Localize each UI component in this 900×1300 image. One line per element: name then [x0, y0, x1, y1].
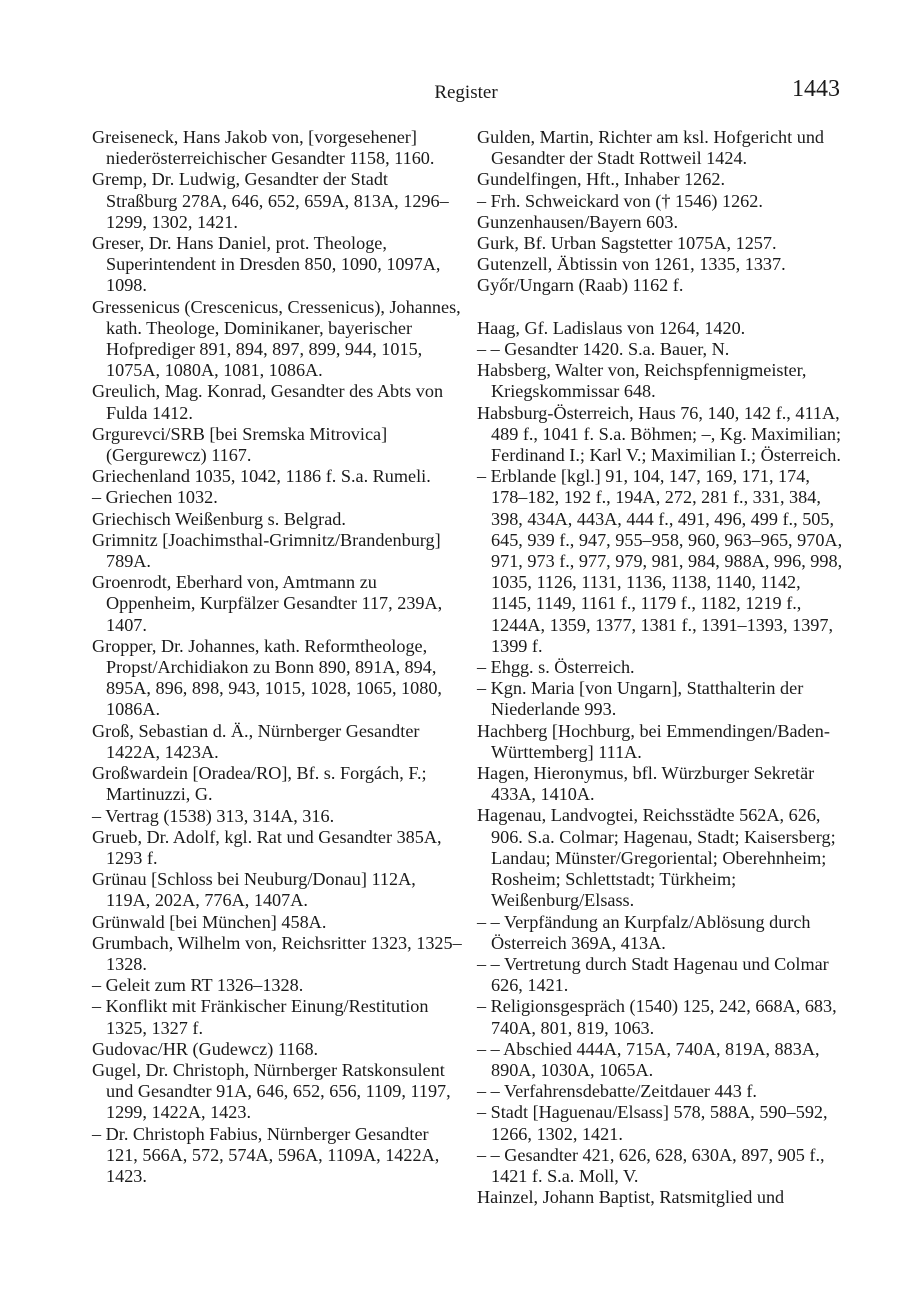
index-entry: Gremp, Dr. Ludwig, Gesandter der Stadt Straßburg 278A, 646, 652, 659A, 813A, 1296–1299, 1302, 1421. [92, 169, 449, 232]
index-entry: Grünau [Schloss bei Neuburg/Donau] 112A, 119A, 202A, 776A, 1407A. [92, 869, 416, 911]
index-entry: – Stadt [Haguenau/Elsass] 578, 588A, 590–592, 1266, 1302, 1421. [477, 1102, 828, 1144]
index-entry: Greser, Dr. Hans Daniel, prot. Theologe, Superintendent in Dresden 850, 1090, 1097A, 1098. [92, 233, 441, 296]
running-title: Register [434, 82, 498, 103]
index-entry: – Religionsgespräch (1540) 125, 242, 668A, 683, 740A, 801, 819, 1063. [477, 996, 837, 1038]
index-entry: – Geleit zum RT 1326–1328. [92, 975, 304, 996]
index-entry: Habsburg-Österreich, Haus 76, 140, 142 f., 411A, 489 f., 1041 f. S.a. Böhmen; –, Kg. Maximilian; Ferdinand I.; Karl V.; Maximilian I.; Österreich. [477, 402, 842, 466]
index-entry: Hagenau, Landvogtei, Reichsstädte 562A, 626, 906. S.a. Colmar; Hagenau, Stadt; Kaisersberg; Landau; Münster/Gregoriental; Oberehnheim; Rosheim; Schlettstadt; Türkheim; Weißenburg/Elsass. [477, 805, 836, 911]
index-entry: – Erblande [kgl.] 91, 104, 147, 169, 171, 174, 178–182, 192 f., 194A, 272, 281 f., 331, 384, 398, 434A, 443A, 444 f., 491, 496, 499 f., 505, 645, 939 f., 947, 955–958, 960, 963–965, 970A, 971, 973 f., 977, 979, 981, 984, 988A, 996, 998, 1035, 1126, 1131, 1136, 1138, 1140, 1142, 1145, 1149, 1161 f., 1179 f., 1182, 1219 f., 1244A, 1359, 1377, 1381 f., 1391–1393, 1397, 1399 f. [477, 466, 843, 656]
index-entry: Greiseneck, Hans Jakob von, [vorgesehener] niederösterreichischer Gesandter 1158, 1160. [92, 127, 435, 169]
index-entry: – – Verpfändung an Kurpfalz/Ablösung durch Österreich 369A, 413A. [477, 911, 811, 953]
index-entry: – – Gesandter 1420. S.a. Bauer, N. [477, 339, 730, 360]
index-entry: Gutenzell, Äbtissin von 1261, 1335, 1337. [477, 254, 786, 275]
index-entry: – – Gesandter 421, 626, 628, 630A, 897, 905 f., 1421 f. S.a. Moll, V. [477, 1144, 825, 1186]
index-entry: Habsberg, Walter von, Reichspfennigmeister, Kriegskommissar 648. [477, 360, 807, 402]
left-column [92, 127, 462, 1187]
index-entry: – Konflikt mit Fränkischer Einung/Restitution 1325, 1327 f. [92, 996, 429, 1038]
index-entry: Gropper, Dr. Johannes, kath. Reformtheologe, Propst/Archidiakon zu Bonn 890, 891A, 894, 895A, 896, 898, 943, 1015, 1028, 1065, 1080, 1086A. [92, 635, 442, 720]
index-entry: – Frh. Schweickard von († 1546) 1262. [477, 190, 763, 211]
index-entry: Griechisch Weißenburg s. Belgrad. [92, 508, 346, 529]
right-column [477, 127, 845, 1208]
letter-group-gap [477, 297, 845, 318]
index-entry: – Kgn. Maria [von Ungarn], Statthalterin der Niederlande 993. [477, 678, 804, 720]
index-entry: – Dr. Christoph Fabius, Nürnberger Gesandter 121, 566A, 572, 574A, 596A, 1109A, 1422A, 1423. [92, 1123, 440, 1186]
page-number: 1443 [792, 76, 840, 102]
running-head [92, 76, 840, 106]
index-entry: Hainzel, Johann Baptist, Ratsmitglied und [477, 1187, 785, 1208]
index-entry: Groenrodt, Eberhard von, Amtmann zu Oppenheim, Kurpfälzer Gesandter 117, 239A, 1407. [92, 572, 443, 635]
index-entry: – Griechen 1032. [92, 487, 218, 508]
index-entry: Griechenland 1035, 1042, 1186 f. S.a. Rumeli. [92, 466, 431, 487]
index-entry: Győr/Ungarn (Raab) 1162 f. [477, 275, 684, 296]
index-entry: Gudovac/HR (Gudewcz) 1168. [92, 1038, 319, 1059]
index-entry: Gunzenhausen/Bayern 603. [477, 211, 679, 232]
index-entry: Gressenicus (Crescenicus, Cressenicus), Johannes, kath. Theologe, Dominikaner, bayerischer Hofprediger 891, 894, 897, 899, 944, 1015, 1075A, 1080A, 1081, 1086A. [92, 296, 461, 381]
index-entry: – Vertrag (1538) 313, 314A, 316. [92, 805, 335, 826]
index-entry: Großwardein [Oradea/RO], Bf. s. Forgách, F.; Martinuzzi, G. [92, 763, 427, 805]
index-entry: Grueb, Dr. Adolf, kgl. Rat und Gesandter 385A, 1293 f. [92, 826, 442, 868]
index-entry: Hachberg [Hochburg, bei Emmendingen/Baden-Württemberg] 111A. [477, 720, 830, 762]
index-entry: Gundelfingen, Hft., Inhaber 1262. [477, 169, 725, 190]
index-entry: – – Abschied 444A, 715A, 740A, 819A, 883A, 890A, 1030A, 1065A. [477, 1038, 820, 1080]
index-entry: Groß, Sebastian d. Ä., Nürnberger Gesandter 1422A, 1423A. [92, 720, 420, 762]
index-entry: Gulden, Martin, Richter am ksl. Hofgericht und Gesandter der Stadt Rottweil 1424. [477, 127, 825, 169]
index-entry: – – Vertretung durch Stadt Hagenau und Colmar 626, 1421. [477, 953, 829, 996]
index-entry: Grünwald [bei München] 458A. [92, 911, 327, 932]
index-entry: Greulich, Mag. Konrad, Gesandter des Abts von Fulda 1412. [92, 381, 444, 423]
index-entry: Grumbach, Wilhelm von, Reichsritter 1323, 1325–1328. [92, 932, 462, 974]
index-entry: Gugel, Dr. Christoph, Nürnberger Ratskonsulent und Gesandter 91A, 646, 652, 656, 1109, 1197, 1299, 1422A, 1423. [92, 1059, 451, 1123]
index-entry: Grimnitz [Joachimsthal-Grimnitz/Brandenburg] 789A. [92, 529, 441, 572]
index-entry: Grgurevci/SRB [bei Sremska Mitrovica] (Gergurewcz) 1167. [92, 423, 388, 466]
index-entry: Hagen, Hieronymus, bfl. Würzburger Sekretär 433A, 1410A. [477, 763, 815, 805]
index-entry: Haag, Gf. Ladislaus von 1264, 1420. [477, 317, 746, 338]
index-entry: Gurk, Bf. Urban Sagstetter 1075A, 1257. [477, 233, 777, 254]
index-entry: – – Verfahrensdebatte/Zeitdauer 443 f. [477, 1081, 757, 1102]
index-entry: – Ehgg. s. Österreich. [477, 657, 635, 678]
